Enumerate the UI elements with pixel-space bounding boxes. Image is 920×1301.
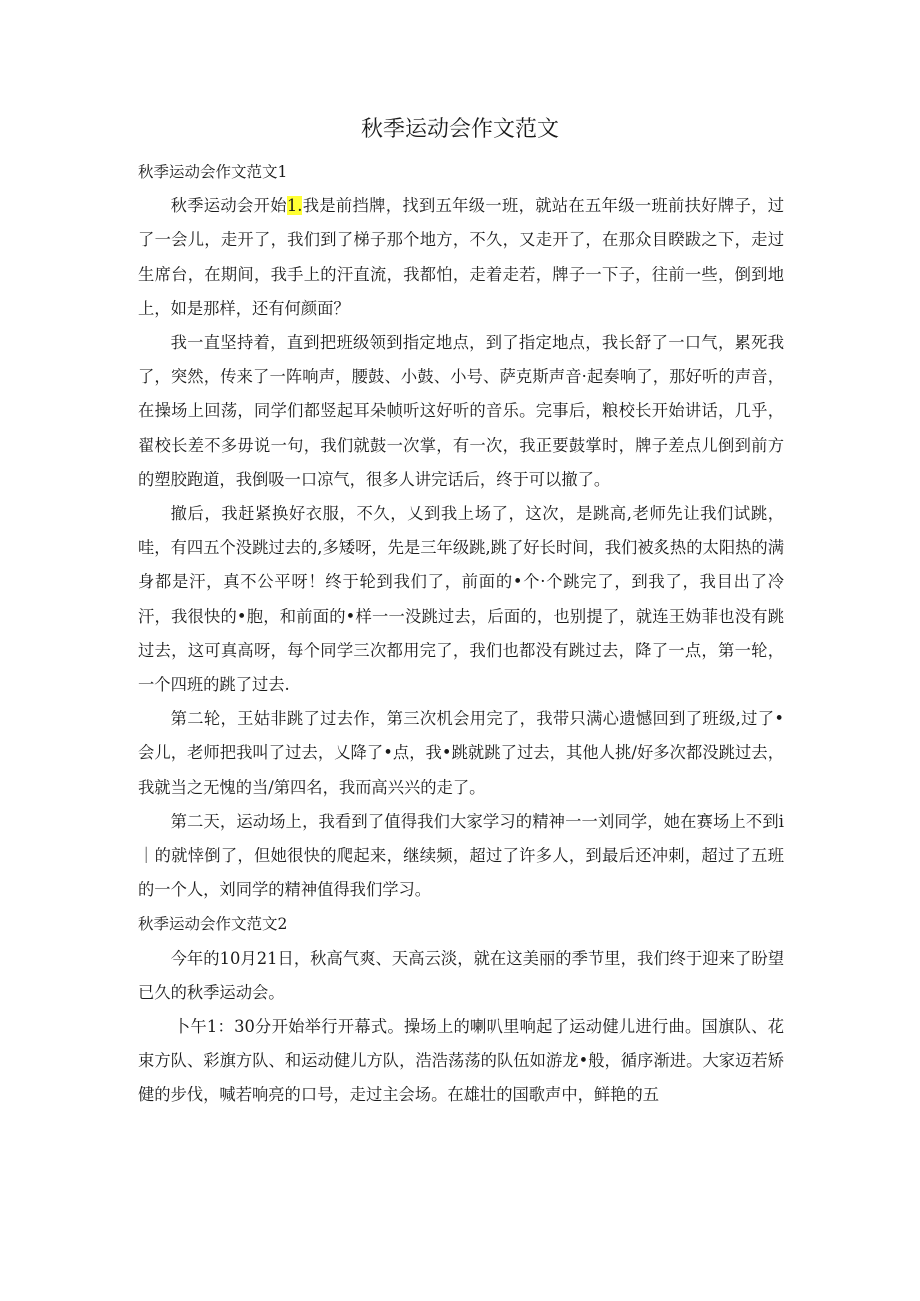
- section-heading-2: 秋季运动会作文范文2: [138, 915, 288, 934]
- paragraph-1-5: 第二天，运动场上，我看到了值得我们大家学习的精神一一刘同学，她在赛场上不到i｜的就悻倒了，但她很快的爬起来，继续频，超过了许多人，到最后还冲刺，超过了五班的一个人，刘同学的精神值得我们学习。: [138, 811, 784, 900]
- paragraph-1-4: 第二轮，王姑非跳了过去作，第三次机会用完了，我带只满心遗憾回到了班级,过了•会儿，老师把我叫了过去，乂降了•点，我•跳就跳了过去，其他人挑/好多次都没跳过去，我就当之无愧的当/第四名，我而高兴兴的走了。: [138, 709, 784, 797]
- section-heading-1: 秋季运动会作文范文1: [138, 163, 288, 181]
- paragraph-1-1: [138, 189, 784, 326]
- paragraph-1-1-start: 秋季运动会开始: [170, 196, 287, 216]
- paragraph-1-2: 我一直坚持着，直到把班级领到指定地点，到了指定地点，我长舒了一口气，累死我了，突然，传来了一阵响声，腰鼓、小鼓、小号、萨克斯声音·起奏响了，那好听的声音，在操场上回荡，同学们都竖起耳朵帧听这好听的音乐。完事后，粮校长开始讲话，几乎，翟校长差不多毋说一句，我们就鼓一次掌，有一次，我正要鼓掌时，牌子差点儿倒到前方的塑胶跑道，我倒吸一口凉气，很多人讲完话后，终于可以撤了。: [138, 333, 784, 489]
- paragraph-2-1: 今年的10月21日，秋高气爽、天高云淡，就在这美丽的季节里，我们终于迎来了盼望已久的秋季运动会。: [138, 948, 784, 1002]
- document-title: 秋季运动会作文范文: [360, 117, 559, 142]
- highlighted-text: 1.: [286, 196, 303, 216]
- document-body: [138, 155, 784, 1113]
- paragraph-1-3: 撤后，我赶紧换好衣服，不久，乂到我上场了，这次，是跳高,老师先让我们试跳，哇，有四五个没跳过去的,多矮呀，先是三年级跳,跳了好长时间，我们被炙热的太阳热的满身都是汗，真不公平呀！终于轮到我们了，前面的•个·个跳完了，到我了，我目出了冷汗，我很快的•胞，和前面的•样一一没跳过去，后面的，也别提了，就连王妫菲也没有跳过去，这可真高呀，每个同学三次都用完了，我们也都没有跳过去，降了一点，第一轮，一个四班的跳了过去.: [138, 504, 784, 695]
- paragraph-2-2: 卜午1：30分开始举行开幕式。操场上的喇叭里响起了运动健儿进行曲。国旗队、花束方队、彩旗方队、和运动健儿方队，浩浩荡荡的队伍如游龙•般，循序渐进。大家迈若矫健的步伐，喊若响亮的口号，走过主会场。在雄壮的国歌声中，鲜艳的五: [138, 1017, 784, 1105]
- paragraph-1-1-rest: 我是前挡牌，找到五年级一班，就站在五年级一班前扶好牌子，过了一会儿，走开了，我们到了梯子那个地方，不久，又走开了，在那众目睽跋之下，走过生席台，在期间，我手上的汗直流，我都怕，走着走若，牌子一下子，往前一些，倒到地上，如是那样，还有何颜面？: [138, 196, 784, 318]
